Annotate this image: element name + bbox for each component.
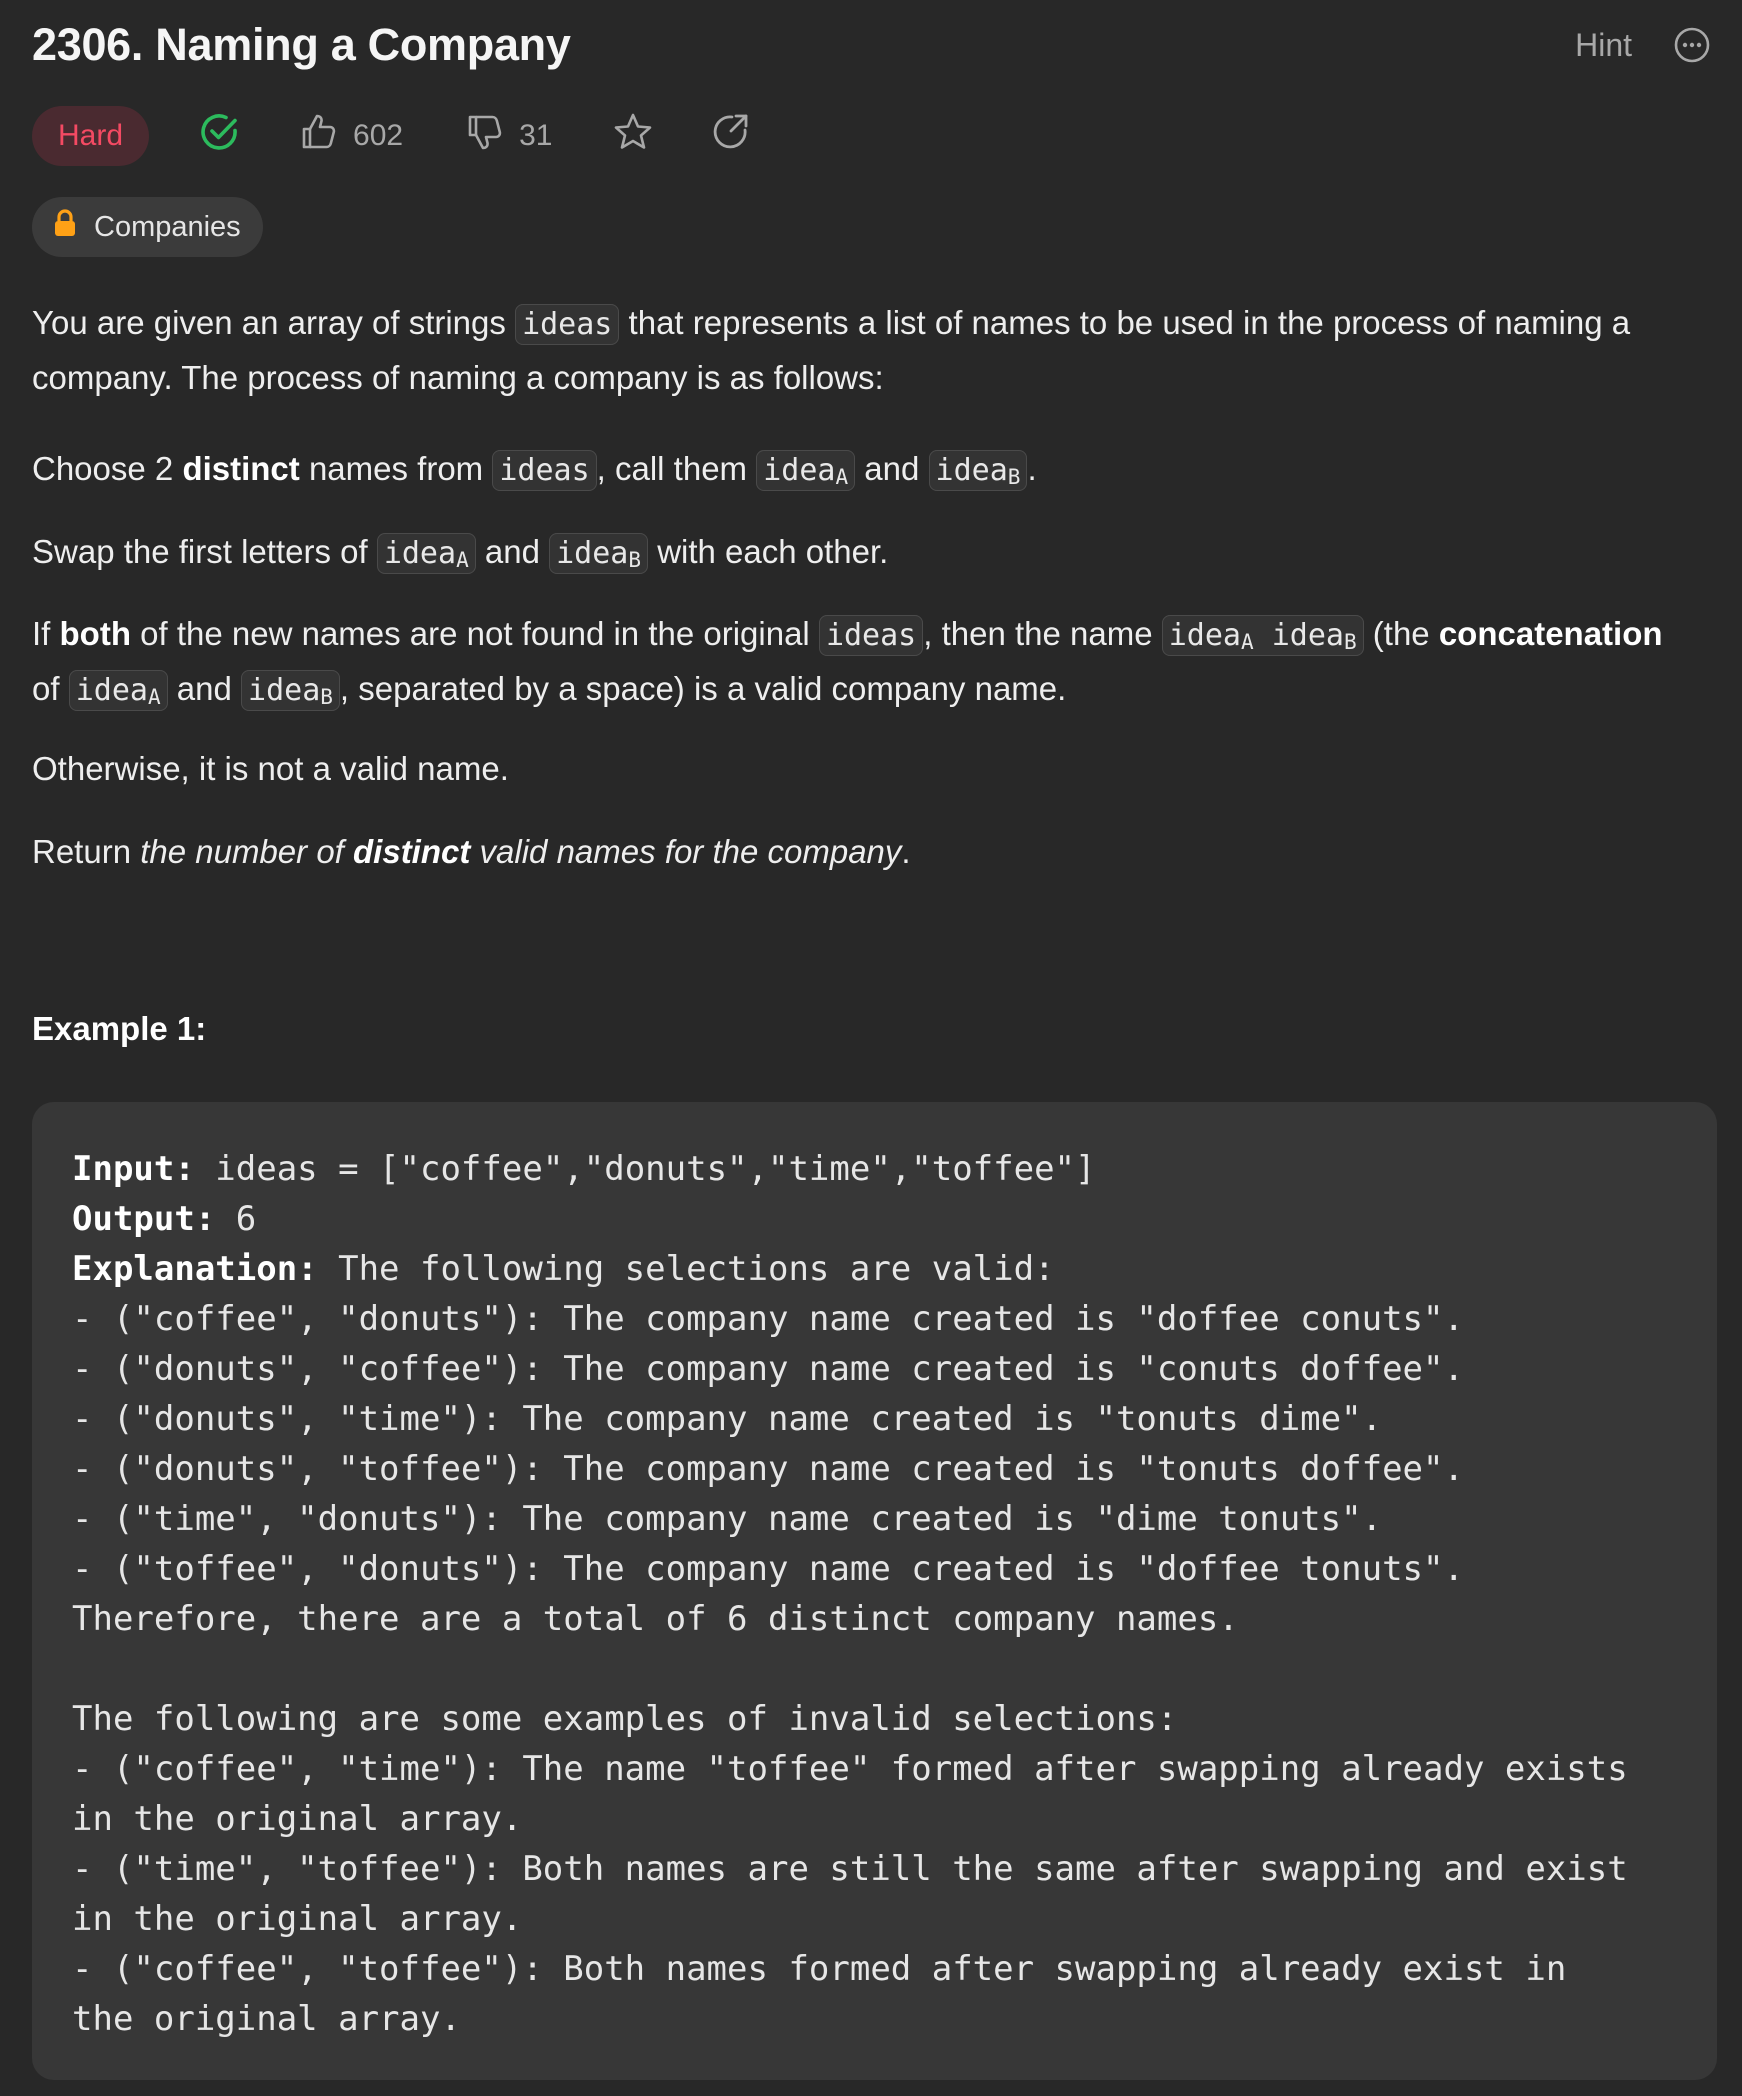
thumbs-down-icon [465, 112, 505, 160]
description-paragraph-3: Swap the first letters of idea$_A$ and idea$_B$ with each other. [32, 533, 889, 572]
inline-code-ideas: ideas [492, 450, 596, 491]
inline-code-idea-a: idea$_A$ [756, 450, 855, 491]
inline-code-ideas: ideas [819, 615, 923, 656]
description-paragraph-1: You are given an array of strings ideas that represents a list of names to be used in the process of naming a company. The process of naming a company is as follows: [32, 304, 1631, 396]
explanation-line: The following are some examples of invalid selections: [72, 1699, 1178, 1739]
problem-title: 2306. Naming a Company [32, 19, 571, 70]
inline-code-idea-b: idea$_B$ [549, 533, 648, 574]
title-actions [1575, 27, 1710, 64]
difficulty-badge: Hard [32, 106, 149, 166]
thumbs-up-icon [299, 112, 339, 160]
favorite-button[interactable] [612, 111, 654, 161]
example-output-line: Output: 6 [72, 1199, 257, 1239]
example-explanation-line: Explanation: The following selections are valid: [72, 1249, 1055, 1289]
explanation-line: - ("time", "toffee"): Both names are still the same after swapping and exist [72, 1849, 1628, 1889]
inline-code-idea-a-idea-b: idea$_A$ idea$_B$ [1162, 615, 1364, 656]
description-paragraph-5: Otherwise, it is not a valid name. [32, 750, 509, 787]
explanation-line: in the original array. [72, 1899, 523, 1939]
explanation-line: - ("donuts", "toffee"): The company name created is "tonuts doffee". [72, 1449, 1464, 1489]
inline-code-idea-b: idea$_B$ [929, 450, 1028, 491]
explanation-line: - ("coffee", "toffee"): Both names formed after swapping already exist in [72, 1949, 1567, 1989]
star-icon [612, 111, 654, 161]
companies-label: Companies [94, 210, 241, 243]
inline-code-idea-a: idea$_A$ [377, 533, 476, 574]
like-button[interactable] [299, 112, 403, 160]
title-row [32, 14, 1710, 76]
hint-button[interactable]: Hint [1575, 26, 1632, 63]
companies-tag[interactable] [32, 197, 263, 257]
explanation-line: - ("toffee", "donuts"): The company name created is "doffee tonuts". [72, 1549, 1464, 1589]
explanation-line: - ("coffee", "time"): The name "toffee" formed after swapping already exists [72, 1749, 1628, 1789]
explanation-line: - ("time", "donuts"): The company name created is "dime tonuts". [72, 1499, 1383, 1539]
lock-icon [52, 209, 78, 245]
example-title: Example 1: [32, 1010, 207, 1047]
example-input-line: Input: ideas = ["coffee","donuts","time","toffee"] [72, 1149, 1096, 1189]
explanation-line [72, 1644, 1677, 1694]
solved-status [199, 111, 241, 161]
inline-code-idea-a: idea$_A$ [69, 670, 168, 711]
dislike-button[interactable] [465, 112, 552, 160]
like-count: 602 [353, 119, 404, 152]
explanation-line: - ("donuts", "coffee"): The company name created is "conuts doffee". [72, 1349, 1464, 1389]
description-paragraph-2: Choose 2 distinct names from ideas , call them idea$_A$ and idea$_B$ . [32, 450, 1037, 489]
inline-code-ideas: ideas [515, 304, 619, 345]
inline-code-idea-b: idea$_B$ [241, 670, 340, 711]
explanation-line: - ("coffee", "donuts"): The company name created is "doffee conuts". [72, 1299, 1464, 1339]
example-code-block [32, 1102, 1717, 2080]
meta-row [32, 106, 750, 166]
dislike-count: 31 [519, 119, 553, 152]
more-horizontal-icon[interactable] [1674, 27, 1710, 63]
explanation-line: the original array. [72, 1999, 461, 2039]
check-circle-icon [199, 111, 241, 161]
explanation-line: in the original array. [72, 1799, 523, 1839]
description-paragraph-6: Return the number of distinct valid names for the company. [32, 833, 911, 870]
description-paragraph-4: If both of the new names are not found in the original ideas , then the name idea$_A$ idea$_B$ (the concatenation of idea$_A$ and idea$_B$ , separated by a space) is a valid company name. [32, 615, 1663, 709]
share-button[interactable] [710, 112, 750, 160]
share-icon [710, 112, 750, 160]
explanation-line: Therefore, there are a total of 6 distinct company names. [72, 1599, 1239, 1639]
explanation-line: - ("donuts", "time"): The company name created is "tonuts dime". [72, 1399, 1383, 1439]
